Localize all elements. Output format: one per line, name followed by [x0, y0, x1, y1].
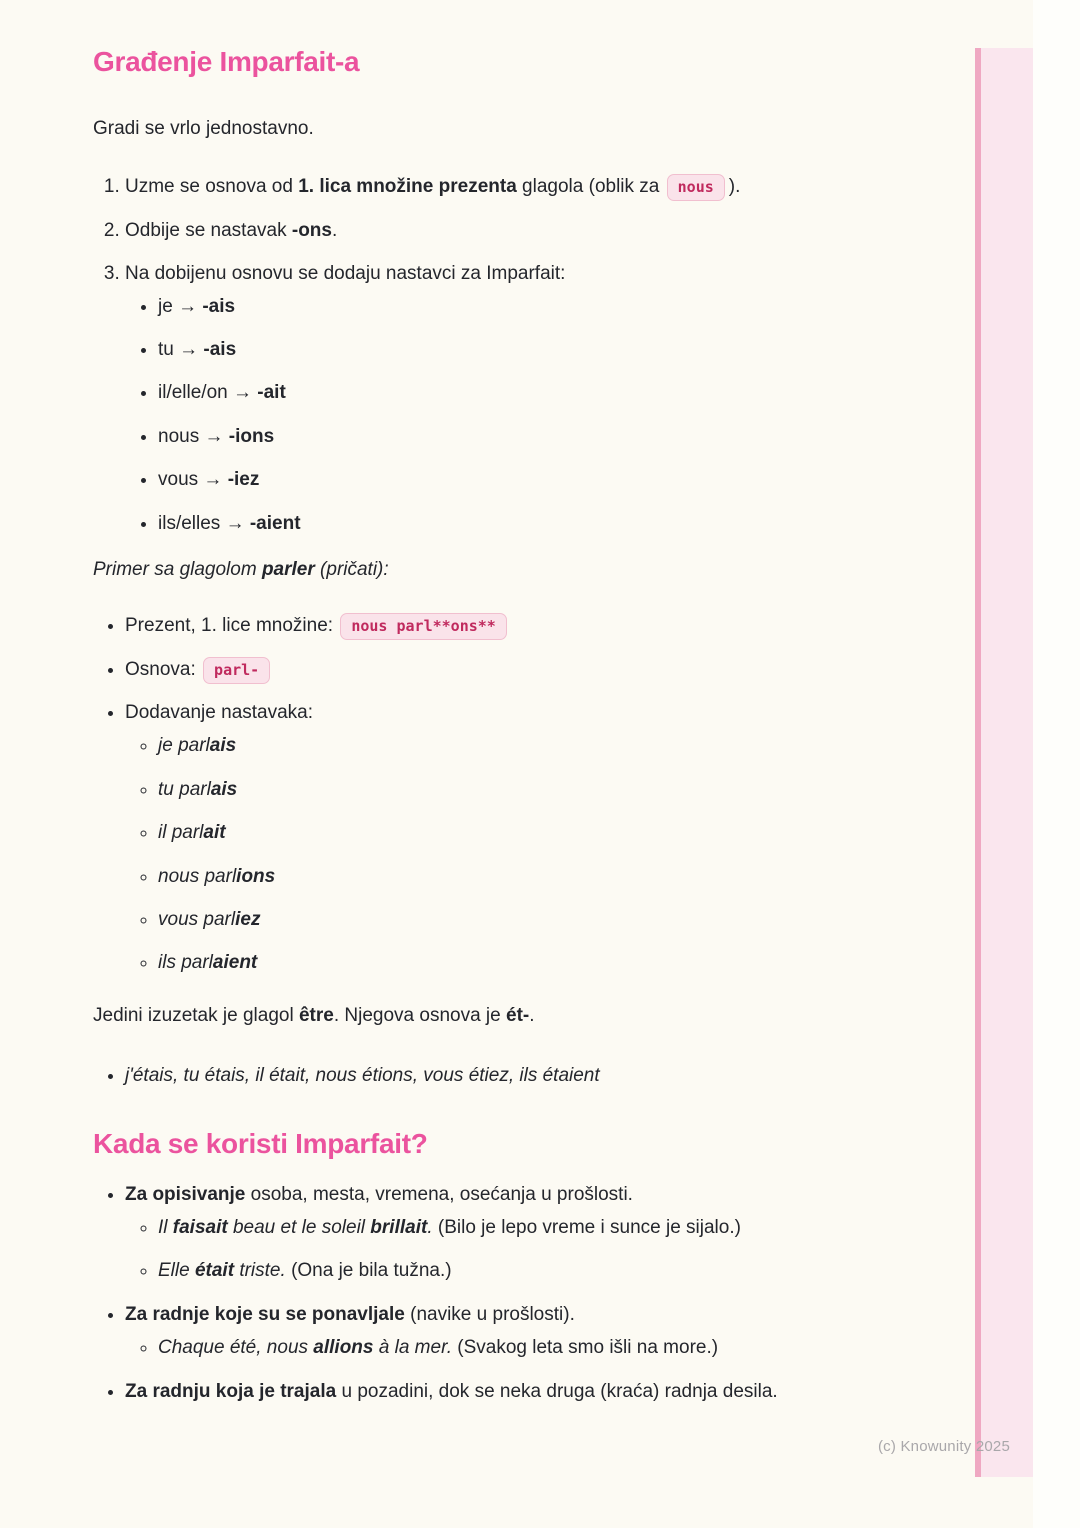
text-segment: je → — [158, 295, 203, 317]
text-segment: allions — [313, 1337, 374, 1359]
rich-text — [158, 382, 286, 403]
list-item — [158, 1333, 923, 1363]
rich-text — [158, 339, 236, 360]
list-item — [158, 335, 923, 365]
inline-code-chip: nous — [667, 174, 725, 201]
list-item — [158, 862, 923, 892]
use-examples-list — [125, 1333, 923, 1363]
text-segment: (Bilo je lepo vreme i sunce je sijalo.) — [437, 1216, 741, 1238]
inline-code-chip: nous parl**ons** — [340, 613, 507, 640]
text-segment: je parl — [158, 735, 210, 757]
text-segment: j'étais, tu étais, il était, nous étions, vous étiez, ils étaient — [125, 1065, 600, 1087]
text-segment: nous → — [158, 425, 229, 447]
text-segment: parler — [261, 558, 315, 580]
text-segment: Prezent, 1. lice množine: — [125, 615, 339, 637]
list-item — [158, 818, 923, 848]
endings-list — [125, 292, 923, 539]
text-segment: nous parl — [158, 865, 237, 887]
exception-paragraph — [93, 1001, 923, 1031]
text-segment: ét- — [506, 1004, 530, 1026]
text-segment: ait — [203, 822, 226, 844]
list-item — [158, 775, 923, 805]
text-segment: . Njegova osnova je — [333, 1004, 506, 1026]
rich-text — [158, 1260, 452, 1281]
use-item — [125, 1377, 923, 1407]
text-segment: Elle — [158, 1260, 195, 1282]
rich-text — [125, 1184, 633, 1205]
list-item — [158, 905, 923, 935]
rich-text — [158, 735, 236, 756]
text-segment: Na dobijenu osnovu se dodaju nastavci za Imparfait: — [125, 263, 566, 285]
text-segment: -ons — [291, 219, 332, 241]
steps-list — [93, 172, 923, 539]
conjugation-list — [125, 731, 923, 978]
text-segment: iez — [235, 909, 261, 931]
text-segment: ils parl — [158, 952, 213, 974]
text-segment: -aient — [249, 512, 301, 534]
list-item — [158, 292, 923, 322]
rich-text — [158, 513, 301, 534]
text-segment: . — [331, 219, 338, 241]
text-segment: aient — [212, 952, 258, 974]
etre-example-list — [93, 1061, 923, 1091]
list-item — [158, 1256, 923, 1286]
text-segment: tu parl — [158, 778, 211, 800]
text-segment: brillait — [370, 1216, 428, 1238]
text-segment: Jedini izuzetak je glagol — [93, 1004, 299, 1026]
text-segment: glagola (oblik za — [516, 176, 665, 198]
text-segment: vous parl — [158, 909, 236, 931]
rich-text — [158, 909, 260, 930]
text-segment: Za radnje koje su se ponavljale — [125, 1303, 405, 1325]
text-segment: (pričati): — [314, 558, 389, 580]
text-segment: -iez — [227, 469, 260, 491]
example-intro-paragraph — [93, 555, 923, 585]
text-segment: (Ona je bila tužna.) — [291, 1260, 452, 1282]
text-segment: u pozadini, dok se neka druga (kraća) radnja desila. — [336, 1380, 778, 1402]
rich-text — [125, 1381, 778, 1402]
text-segment: beau et le soleil — [227, 1216, 371, 1238]
page-edge-stripe — [975, 48, 1033, 1477]
list-item — [125, 611, 923, 641]
rich-text — [158, 1337, 718, 1358]
text-segment: 1. lica množine prezenta — [298, 176, 517, 198]
intro-paragraph: Gradi se vrlo jednostavno. — [93, 118, 314, 139]
rich-text — [158, 866, 275, 887]
text-segment: ). — [728, 176, 741, 198]
text-segment: -ions — [228, 425, 275, 447]
use-item — [125, 1300, 923, 1364]
text-segment: Uzme se osnova od — [125, 176, 299, 198]
rich-text — [125, 176, 740, 197]
text-segment: être — [298, 1004, 334, 1026]
list-item — [158, 509, 923, 539]
text-segment: était — [194, 1260, 235, 1282]
text-segment: (Svakog leta smo išli na more.) — [457, 1337, 719, 1359]
step-item — [125, 259, 923, 539]
watermark: (c) Knowunity 2025 — [877, 1438, 1010, 1455]
rich-text — [158, 296, 235, 317]
list-item — [125, 1061, 923, 1091]
text-segment: il/elle/on → — [158, 382, 258, 404]
text-segment: Osnova: — [125, 658, 202, 680]
section-title-gradenje: Građenje Imparfait-a — [93, 46, 360, 77]
list-item — [158, 731, 923, 761]
rich-text — [125, 1304, 575, 1325]
text-segment: . — [529, 1004, 535, 1026]
step-item — [125, 172, 923, 202]
step-item — [125, 216, 923, 246]
uses-list — [93, 1180, 923, 1407]
text-segment: Primer sa glagolom — [93, 558, 262, 580]
text-segment: Dodavanje nastavaka: — [125, 702, 314, 724]
text-segment: . — [427, 1216, 438, 1238]
rich-text — [125, 220, 337, 241]
use-examples-list — [125, 1213, 923, 1287]
list-item — [158, 422, 923, 452]
rich-text — [125, 1065, 600, 1086]
rich-text — [125, 263, 565, 284]
list-item — [158, 378, 923, 408]
text-segment: ais — [209, 735, 237, 757]
rich-text — [158, 952, 257, 973]
text-segment: osoba, mesta, vremena, osećanja u prošlosti. — [245, 1183, 633, 1205]
text-segment: Odbije se nastavak — [125, 219, 292, 241]
list-item — [158, 948, 923, 978]
rich-text — [125, 615, 511, 636]
text-segment: tu → — [158, 338, 204, 360]
use-item — [125, 1180, 923, 1287]
text-segment: faisait — [172, 1216, 228, 1238]
text-segment: -ait — [257, 382, 286, 404]
viewer-gutter — [1033, 0, 1080, 1528]
rich-text — [158, 822, 226, 843]
text-segment: Za opisivanje — [125, 1183, 246, 1205]
text-segment: il parl — [158, 822, 204, 844]
example-list — [93, 611, 923, 979]
text-segment: ions — [236, 865, 276, 887]
text-segment: vous → — [158, 469, 228, 491]
rich-text — [158, 1217, 741, 1238]
text-segment: -ais — [203, 338, 237, 360]
rich-text — [158, 426, 274, 447]
list-item — [125, 655, 923, 685]
text-segment: Chaque été, nous — [158, 1337, 314, 1359]
section-title-kada: Kada se koristi Imparfait? — [93, 1127, 428, 1159]
text-segment: ils/elles → — [158, 512, 250, 534]
list-item — [125, 698, 923, 979]
text-segment: triste. — [234, 1260, 292, 1282]
list-item — [158, 1213, 923, 1243]
list-item — [158, 465, 923, 495]
text-segment: Il — [158, 1216, 173, 1238]
text-segment: (navike u prošlosti). — [404, 1303, 575, 1325]
text-segment: ais — [210, 778, 238, 800]
text-segment: -ais — [202, 295, 236, 317]
rich-text — [125, 659, 274, 680]
rich-text — [125, 702, 313, 723]
inline-code-chip: parl- — [203, 657, 270, 684]
text-segment: à la mer. — [373, 1337, 458, 1359]
rich-text — [158, 779, 237, 800]
text-segment: Za radnju koja je trajala — [125, 1380, 337, 1402]
rich-text — [158, 469, 259, 490]
